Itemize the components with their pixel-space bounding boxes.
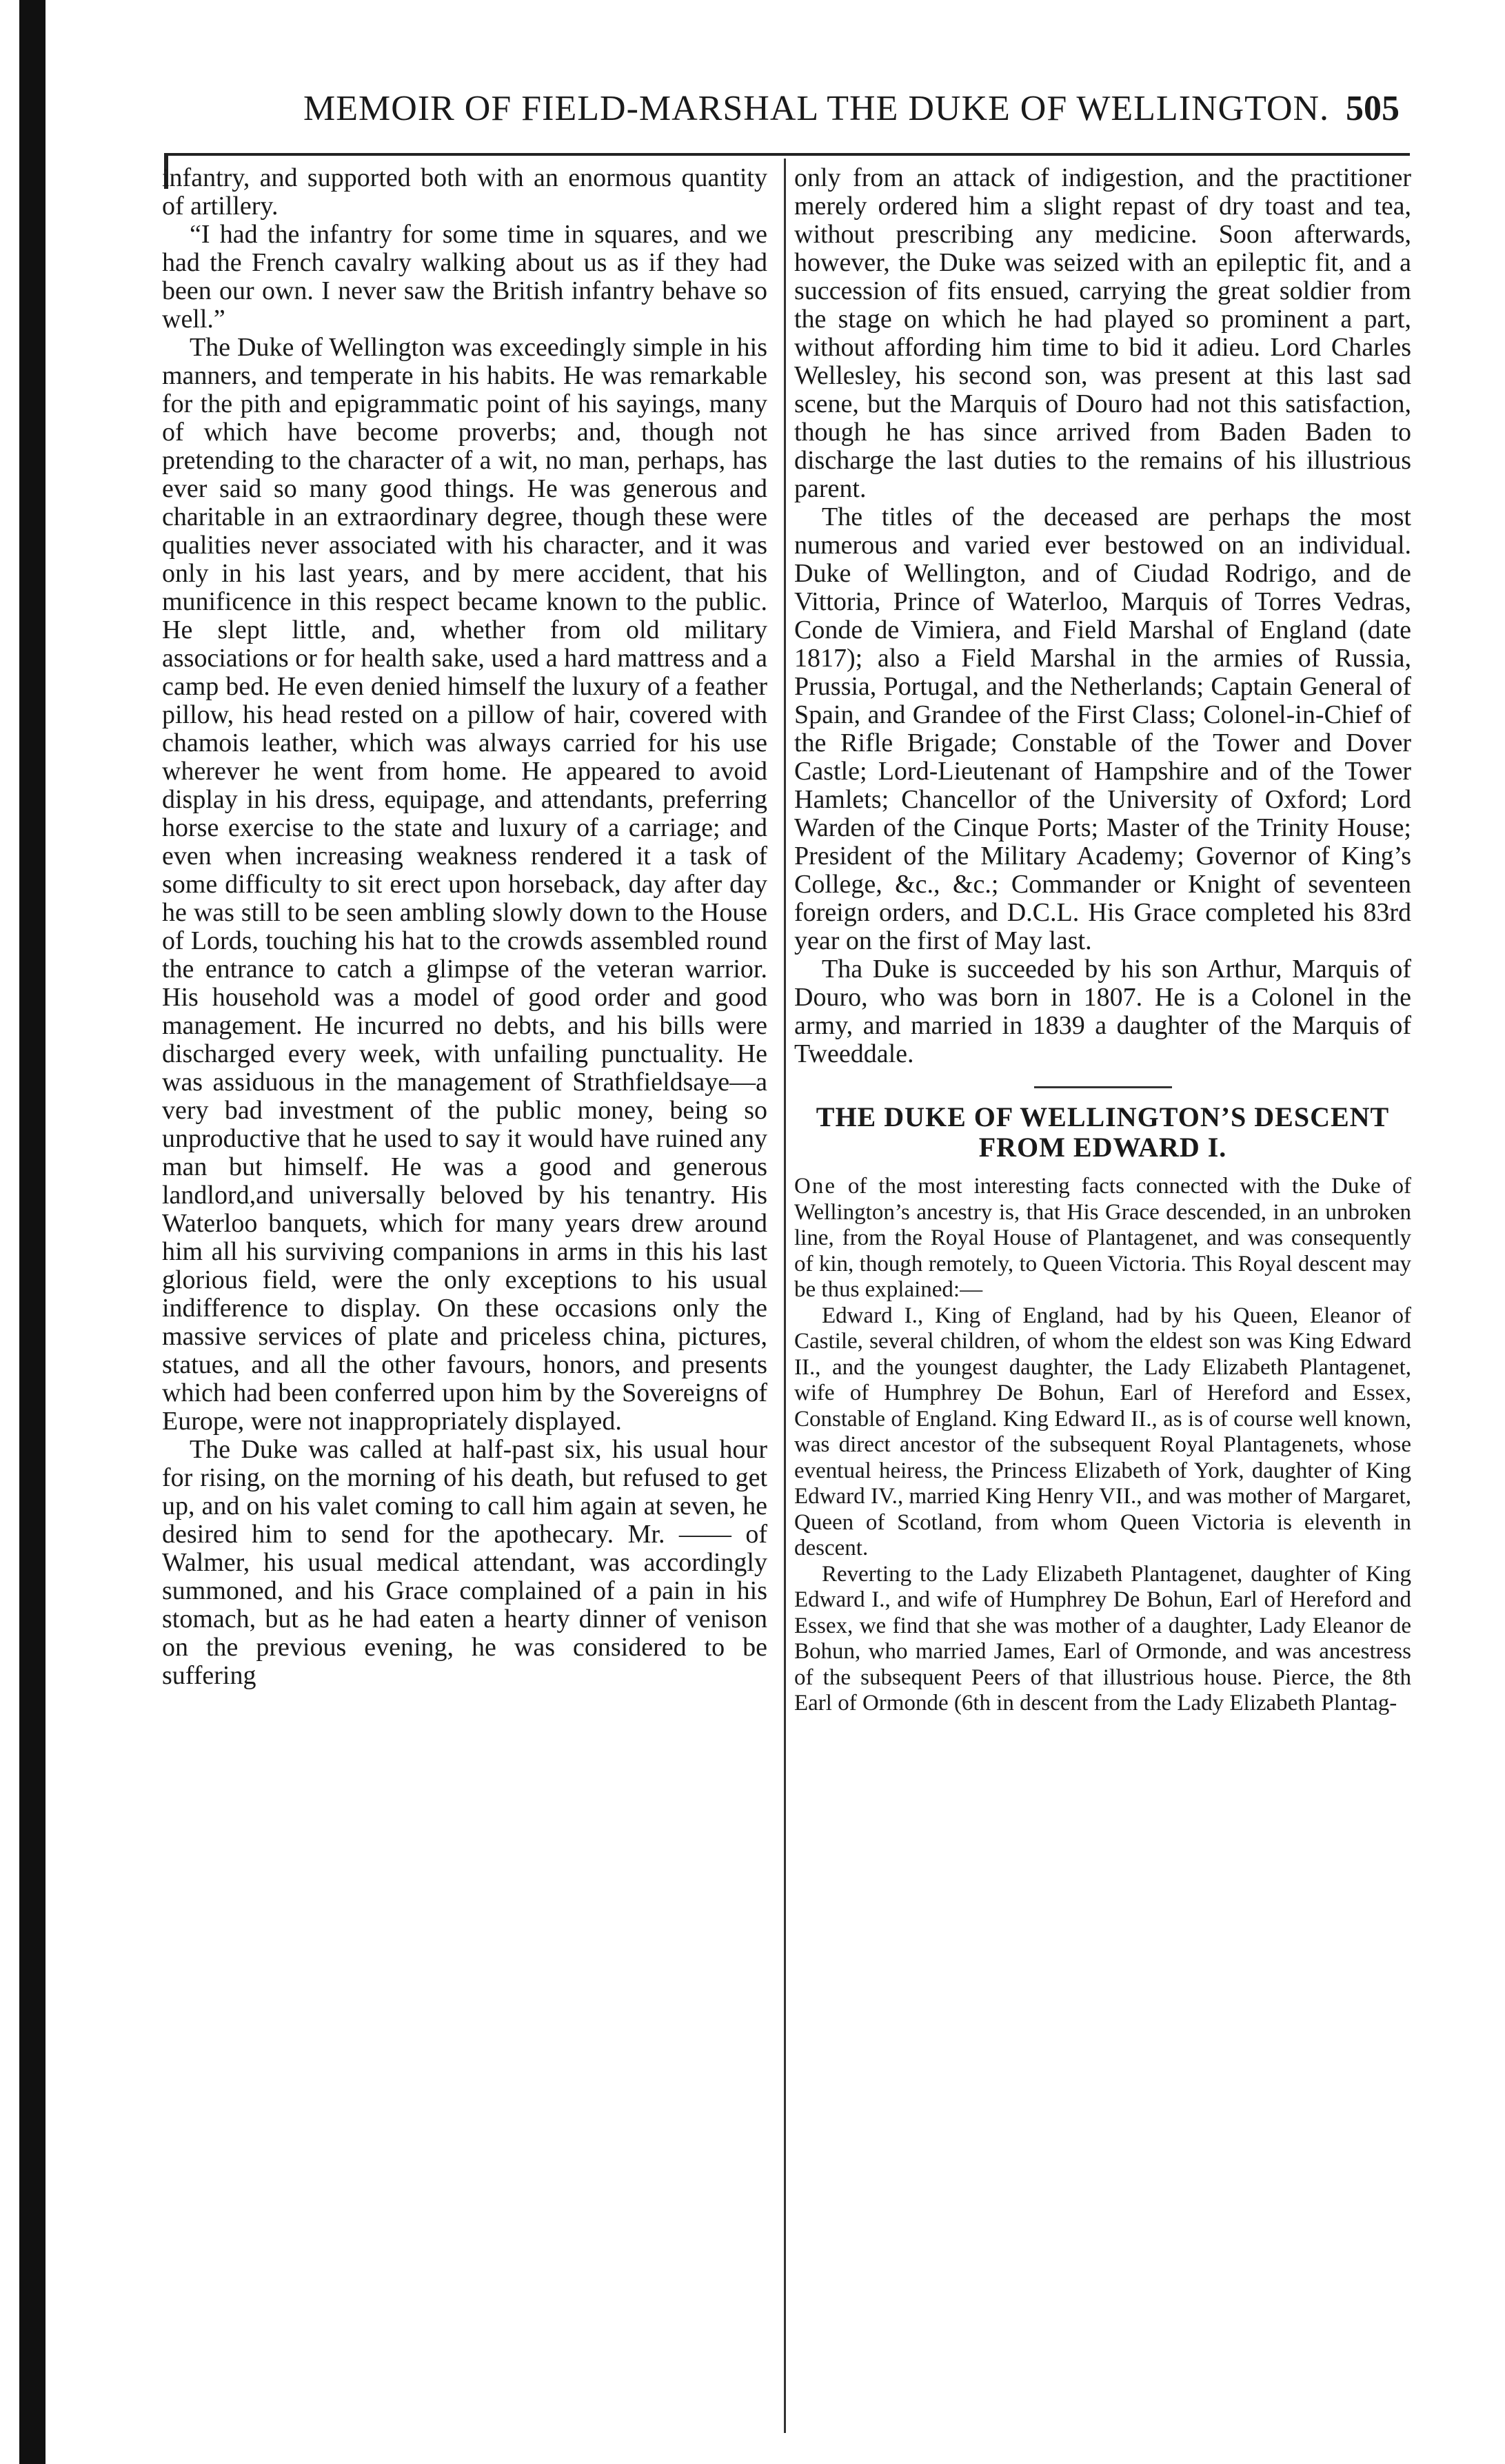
left-paragraph-1: infantry, and supported both with an enormous quantity of artillery. <box>162 163 767 221</box>
section-paragraph-2: Edward I., King of England, had by his Queen, Eleanor of Castile, several children, of whom the eldest son was King Edward II., and the youngest daughter, the Lady Elizabeth Plantagenet, wife of Humphrey De Bohun, Earl of Hereford and Essex, Constable of England. King Edward II., as is of course well known, was direct ancestor of the subsequent Royal Plantagenets, whose eventual heiress, the Princess Elizabeth of York, daughter of King Edward IV., married King Henry VII., and was mother of Margaret, Queen of Scotland, from whom Queen Victoria is eleventh in descent. <box>794 1303 1411 1560</box>
left-paragraph-4: The Duke was called at half-past six, his usual hour for rising, on the morning of his death, but refused to get up, and on his valet coming to call him again at seven, he desired him to send for the apothecary. Mr. —— of Walmer, his usual medical attendant, was accordingly summoned, and his Grace complained of a pain in his stomach, but as he had eaten a hearty dinner of venison on the previous evening, he was considered to be suffering <box>162 1435 767 1690</box>
column-divider <box>784 159 786 2433</box>
right-paragraph-1: only from an attack of indigestion, and the practitioner merely ordered him a slight repast of dry toast and tea, without prescribing any medicine. Soon afterwards, however, the Duke was seized with an epileptic fit, and a succession of fits ensued, carrying the great soldier from the stage on which he had played so prominent a part, without affording him time to bid it adieu. Lord Charles Wellesley, his second son, was present at this last sad scene, but the Marquis of Douro had not this satisfaction, though he has since arrived from Baden Baden to discharge the last duties to the remains of his illustrious parent. <box>794 163 1411 503</box>
right-paragraph-2: The titles of the deceased are perhaps the most numerous and varied ever bestowed on an individual. Duke of Wellington, and of Ciudad Rodrigo, and de Vittoria, Prince of Waterloo, Marquis of Torres Vedras, Conde de Vimiera, and Field Marshal of England (date 1817); also a Field Marshal in the armies of Russia, Prussia, Portugal, and the Netherlands; Captain General of Spain, and Grandee of the First Class; Colonel-in-Chief of the Rifle Brigade; Constable of the Tower and Dover Castle; Lord-Lieutenant of Hampshire and of the Tower Hamlets; Chancellor of the University of Oxford; Lord Warden of the Cinque Ports; Master of the Trinity House; President of the Military Academy; Governor of King’s College, &c., &c.; Commander or Knight of seventeen foreign orders, and D.C.L. His Grace completed his 83rd year on the first of May last. <box>794 502 1411 955</box>
header-rule <box>165 153 1410 156</box>
left-paragraph-3: The Duke of Wellington was exceedingly simple in his manners, and temperate in his habits. He was remarkable for the pith and epigrammatic point of his sayings, many of which have become proverbs; and, though not pretending to the character of a wit, no man, perhaps, has ever said so many good things. He was generous and charitable in an extraordinary degree, though these were qualities never associated with his character, and it was only in his last years, and by mere accident, that his munificence in this respect became known to the public. He slept little, and, whether from old military associations or for health sake, used a hard mattress and a camp bed. He even denied himself the luxury of a feather pillow, his head rested on a pillow of hair, covered with chamois leather, which was always carried for his use wherever he went from home. He appeared to avoid display in his dress, equipage, and attendants, preferring horse exercise to the state and luxury of a carriage; and even when increasing weakness rendered it a task of some difficulty to sit erect upon horseback, day after day he was still to be seen ambling slowly down to the House of Lords, touching his hat to the crowds assembled round the entrance to catch a glimpse of the veteran warrior. His household was a model of good order and good management. He incurred no debts, and his bills were discharged every week, with unfailing punctuality. He was assiduous in the management of Strathfieldsaye—a very bad investment of the public money, being so unproductive that he used to say it would have ruined any man but himself. He was a good and generous landlord,and universally beloved by his tenantry. His Waterloo banquets, which for many years drew around him all his surviving companions in arms in this his last glorious field, were the only exceptions to his usual indifference to display. On these occasions only the massive services of plate and priceless china, pictures, statues, and all the other favours, honors, and presents which had been conferred upon him by the Sovereigns of Europe, were not inappropriately displayed. <box>162 333 768 1436</box>
binding-edge-shadow <box>19 0 46 2464</box>
running-title: MEMOIR OF FIELD-MARSHAL THE DUKE OF WELLINGTON. <box>303 89 1330 128</box>
right-column <box>794 164 1411 1717</box>
section-body <box>794 1174 1411 1717</box>
section-opening-word: One <box>794 1174 836 1199</box>
section-rule <box>1034 1086 1172 1088</box>
page-number: 505 <box>1346 89 1400 128</box>
left-column <box>162 164 767 1690</box>
section-heading: THE DUKE OF WELLINGTON’S DESCENT FROM EDWARD I. <box>816 1101 1390 1163</box>
running-head <box>159 88 1400 143</box>
section-paragraph-3: Reverting to the Lady Elizabeth Plantagenet, daughter of King Edward I., and wife of Humphrey De Bohun, Earl of Hereford and Essex, we find that she was mother of a daughter, Lady Eleanor de Bohun, who married James, Earl of Ormonde, and was ancestress of the subsequent Peers of that illustrious house. Pierce, the 8th Earl of Ormonde (6th in descent from the Lady Elizabeth Plantag- <box>794 1561 1411 1715</box>
left-paragraph-2: “I had the infantry for some time in squares, and we had the French cavalry walking about us as if they had been our own. I never saw the British infantry behave so well.” <box>162 220 767 334</box>
section-paragraph-1-text: of the most interesting facts connected with the Duke of Wellington’s ancestry is, that His Grace descended, in an unbroken line, from the Royal House of Plantagenet, and was consequently of kin, though remotely, to Queen Victoria. This Royal descent may be thus explained:— <box>794 1174 1411 1302</box>
section-paragraph-1 <box>794 1174 1411 1303</box>
right-paragraph-3: Tha Duke is succeeded by his son Arthur, Marquis of Douro, who was born in 1807. He is a Colonel in the army, and married in 1839 a daughter of the Marquis of Tweeddale. <box>794 955 1411 1068</box>
